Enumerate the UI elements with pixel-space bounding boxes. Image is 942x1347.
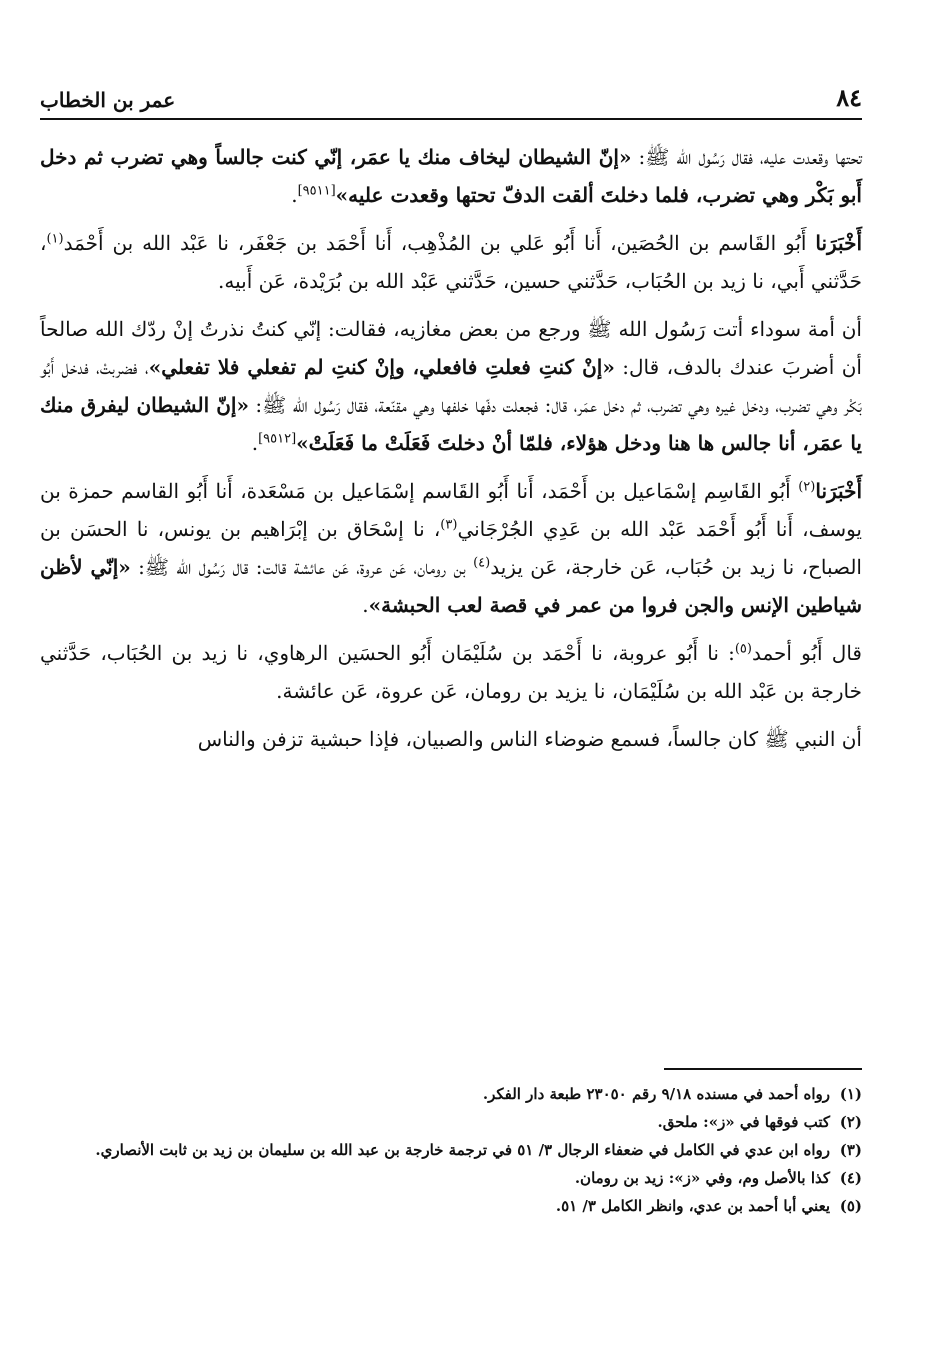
footnote-number: (٢) xyxy=(839,1113,862,1131)
running-title: عمر بن الخطاب xyxy=(40,88,176,112)
paragraph-6: أن النبي ﷺ كان جالساً، فسمع ضوضاء الناس والصبيان، فإذا حبشية تزفن والناس xyxy=(197,727,862,751)
paragraph-5: قال أَبُو أحمد$^{(٥)}$: نا أَبُو عروبة، نا أَحْمَد بن سُلَيْمَان أَبُو الحسَين الرهاوي، نا زيد بن الحُبَاب، حَدَّثني خارجة بن عَبْد الله بن سُلَيْمَان، نا يزيد بن رومان، عَن عروة، عَن عائشة. xyxy=(40,641,862,703)
footnote-number: (١) xyxy=(839,1085,862,1103)
hadith-quote: «إنْ كنتِ فعلتِ فافعلي، وإنْ كنتِ لم تفعلي فلا تفعلي» xyxy=(148,355,615,379)
footnote-number: (٤) xyxy=(839,1169,862,1187)
footnote-marker: (١) xyxy=(46,231,64,247)
footnotes xyxy=(40,1080,862,1220)
paragraph-3: أن أمة سوداء أتت رَسُول الله ﷺ ورجع من بعض مغازيه، فقالت: إنّي كنتُ نذرتُ إنْ ردّك الله صالحاً أن أضربَ عندك بالدف، قال: «إنْ كنتِ فعلتِ فافعلي، وإنْ كنتِ لم تفعلي فلا تفعلي»، فضربتْ، فدخل أَبُو بَكْر وهي تضرب، ودخل غيره وهي تضرب، ثم دخل عمَر، قال: فجعلت دفّها خلفها وهي مقنّعة، فقال رَسُول الله ﷺ: «إنّ الشيطان ليفرق منك يا عمَر، أنا جالس ها هنا ودخل هؤلاء، فلمّا أنْ دخلتَ فَعَلَتْ ما فَعَلَتْ»[٩٥١٢]. xyxy=(40,317,863,455)
isnad-lead: أَخْبَرَنا xyxy=(815,231,862,255)
footnote-item xyxy=(40,1164,862,1192)
footnote-marker: (٢) xyxy=(798,479,816,495)
hadith-number: [٩٥١١] xyxy=(297,183,336,199)
footnote-marker: (٣) xyxy=(440,517,458,533)
footnote-number: (٣) xyxy=(839,1141,862,1159)
footnote-item xyxy=(40,1080,862,1108)
footnote-marker: (٥) xyxy=(734,641,752,657)
footnote-separator xyxy=(664,1068,862,1070)
paragraph-2: أَخْبَرَنا أَبُو القَاسم بن الحُصَين، أَنا أَبُو عَلي بن المُذْهِب، أَنا أَحْمَد بن جَعْفَر، نا عَبْد الله بن أَحْمَد$^{(١)}$، حَدَّثني أَبي، نا زيد بن الحُبَاب، حَدَّثني حسين، حَدَّثني عَبْد الله بن بُرَيْدة، عَن أَبيه. xyxy=(40,231,862,293)
footnote-text: يعني أبا أحمد بن عدي، وانظر الكامل ٣/ ٥١. xyxy=(555,1197,830,1215)
hadith-quote: «إنّ الشيطان ليفرق منك يا عمَر، أنا جالس ها هنا ودخل هؤلاء، فلمّا أنْ دخلتَ فَعَلَتْ ما فَعَلَتْ» xyxy=(40,393,862,455)
footnote-text: رواه ابن عدي في الكامل في ضعفاء الرجال ٣/ ٥١ في ترجمة خارجة بن عبد الله بن سليمان بن زيد بن ثابت الأنصاري. xyxy=(95,1141,830,1159)
isnad-lead: أَخْبَرَنا xyxy=(815,479,862,503)
hadith-number: [٩٥١٢] xyxy=(258,431,297,447)
footnote-item xyxy=(40,1136,862,1164)
footnote-number: (٥) xyxy=(839,1197,862,1215)
hadith-quote: «إنّ الشيطان ليخاف منك يا عمَر، إنّي كنت جالساً وهي تضرب ثم دخل أَبو بَكْر وهي تضرب، فلما دخلتَ ألقت الدفّ تحتها وقعدت عليه» xyxy=(40,145,862,207)
page-header xyxy=(40,74,862,120)
hadith-quote: «إنّي لأظن شياطين الإنس والجن فروا من عمر في قصة لعب الحبشة» xyxy=(40,555,862,617)
paragraph-4: أَخْبَرَنا$^{(٢)}$ أَبُو القَاسِم إسْمَاعيل بن أَحْمَد، أَنا أَبُو القَاسم إسْمَاعيل بن مَسْعَدة، أَنا أَبُو القاسم حمزة بن يوسف، أَنا أَبُو أَحْمَد عَبْد الله بن عَدِي الجُرْجَاني$^{(٣)}$، نا إسْحَاق بن إبْرَاهيم بن يونس، نا الحسَن بن الصباح، نا زيد بن حُبَاب، عَن خارجة، عَن يزيد$^{(٤)}$ بن رومان، عَن عروة، عَن عائشة قالت: قال رَسُول الله ﷺ: «إنّي لأظن شياطين الإنس والجن فروا من عمر في قصة لعب الحبشة». xyxy=(40,479,863,617)
main-text xyxy=(40,138,862,768)
footnote-text: رواه أحمد في مسنده ٩/١٨ رقم ٢٣٠٥٠ طبعة دار الفكر. xyxy=(482,1085,830,1103)
footnote-item xyxy=(40,1108,862,1136)
paragraph-1: تحتها وقعدت عليه، فقال رَسُول الله ﷺ: «إنّ الشيطان ليخاف منك يا عمَر، إنّي كنت جالساً وهي تضرب ثم دخل أَبو بَكْر وهي تضرب، فلما دخلتَ ألقت الدفّ تحتها وقعدت عليه»[٩٥١١]. xyxy=(40,145,863,207)
page-number: ٨٤ xyxy=(836,83,862,112)
footnote-text: كتب فوقها في «ز»: ملحق. xyxy=(657,1113,830,1131)
footnote-item xyxy=(40,1192,862,1220)
footnote-text: كذا بالأصل وم، وفي «ز»: زيد بن رومان. xyxy=(574,1169,830,1187)
footnote-marker: (٤) xyxy=(473,555,491,571)
